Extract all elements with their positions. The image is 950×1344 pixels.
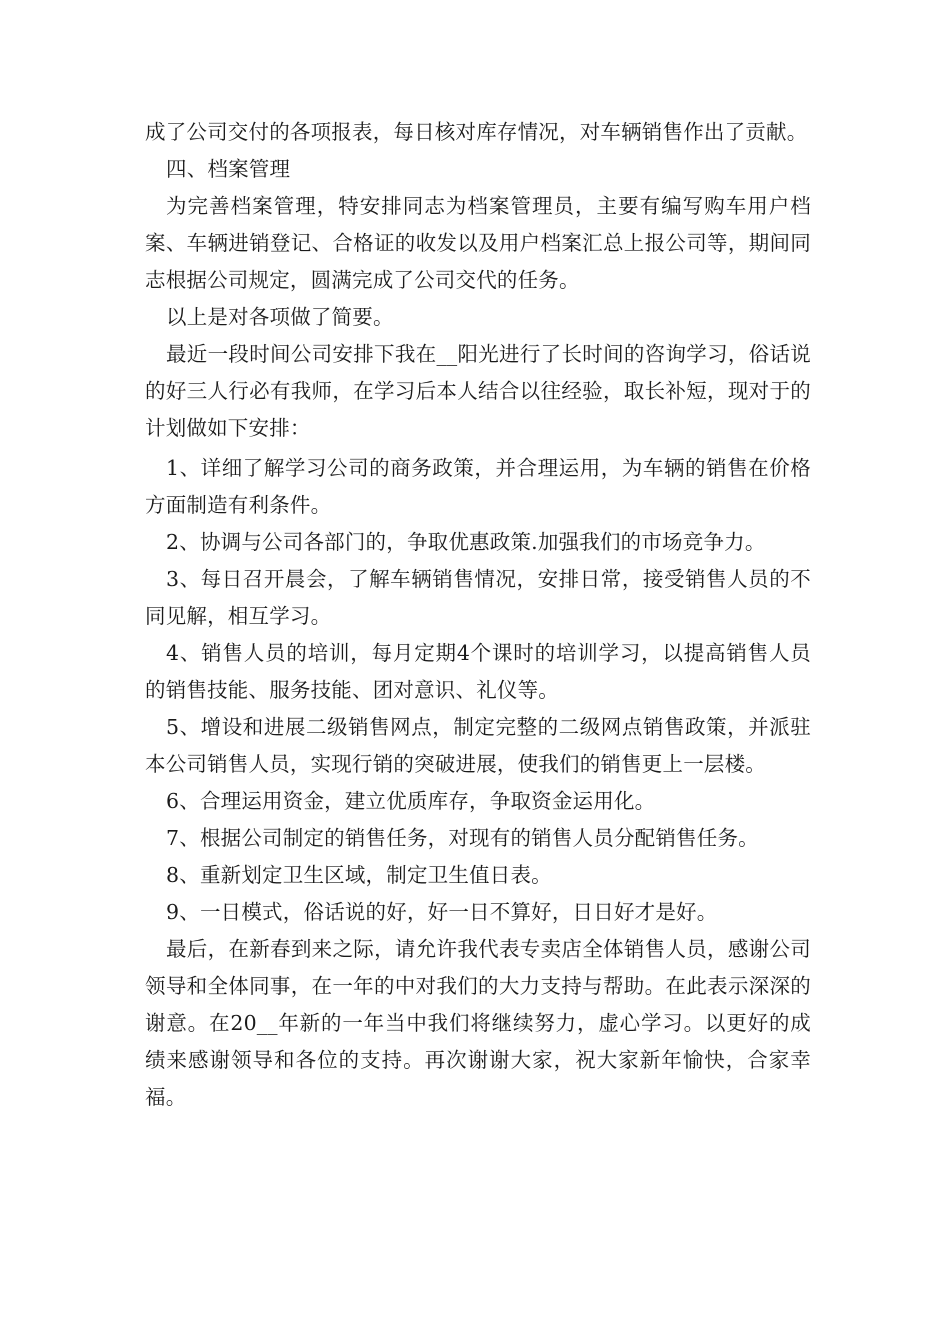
section-heading-archive-management: 四、档案管理 (166, 157, 291, 181)
plan-item-1: 1、详细了解学习公司的商务政策，并合理运用，为车辆的销售在价格方面制造有利条件。 (145, 456, 811, 517)
paragraph-archive-management: 为完善档案管理，特安排同志为档案管理员，主要有编写购车用户档案、车辆进销登记、合格证的收发以及用户档案汇总上报公司等，期间同志根据公司规定，圆满完成了公司交代的任务。 (145, 194, 811, 292)
document-body (145, 114, 811, 1116)
plan-item-4: 4、销售人员的培训，每月定期4个课时的培训学习，以提高销售人员的销售技能、服务技能、团对意识、礼仪等。 (145, 641, 811, 702)
plan-item-3: 3、每日召开晨会，了解车辆销售情况，安排日常，接受销售人员的不同见解，相互学习。 (145, 567, 811, 628)
plan-item-8: 8、重新划定卫生区域，制定卫生值日表。 (166, 863, 552, 887)
plan-item-6: 6、合理运用资金，建立优质库存，争取资金运用化。 (166, 789, 656, 813)
plan-item-5: 5、增设和进展二级销售网点，制定完整的二级网点销售政策，并派驻本公司销售人员，实现行销的突破进展，使我们的销售更上一层楼。 (145, 715, 811, 776)
paragraph-study-plan-intro: 最近一段时间公司安排下我在__阳光进行了长时间的咨询学习，俗话说的好三人行必有我师，在学习后本人结合以往经验，取长补短，现对于的计划做如下安排： (145, 342, 811, 440)
paragraph-closing-thanks: 最后，在新春到来之际，请允许我代表专卖店全体销售人员，感谢公司领导和全体同事，在一年的中对我们的大力支持与帮助。在此表示深深的谢意。在20__年新的一年当中我们将继续努力，虚心学习。以更好的成绩来感谢领导和各位的支持。再次谢谢大家，祝大家新年愉快，合家幸福。 (145, 937, 811, 1109)
plan-item-7: 7、根据公司制定的销售任务，对现有的销售人员分配销售任务。 (166, 826, 759, 850)
paragraph-reports-continued: 成了公司交付的各项报表，每日核对库存情况，对车辆销售作出了贡献。 (145, 120, 808, 144)
plan-item-2: 2、协调与公司各部门的，争取优惠政策.加强我们的市场竞争力。 (166, 530, 766, 554)
plan-item-9: 9、一日模式，俗话说的好，好一日不算好，日日好才是好。 (166, 900, 718, 924)
paragraph-summary-note: 以上是对各项做了简要。 (166, 305, 394, 329)
